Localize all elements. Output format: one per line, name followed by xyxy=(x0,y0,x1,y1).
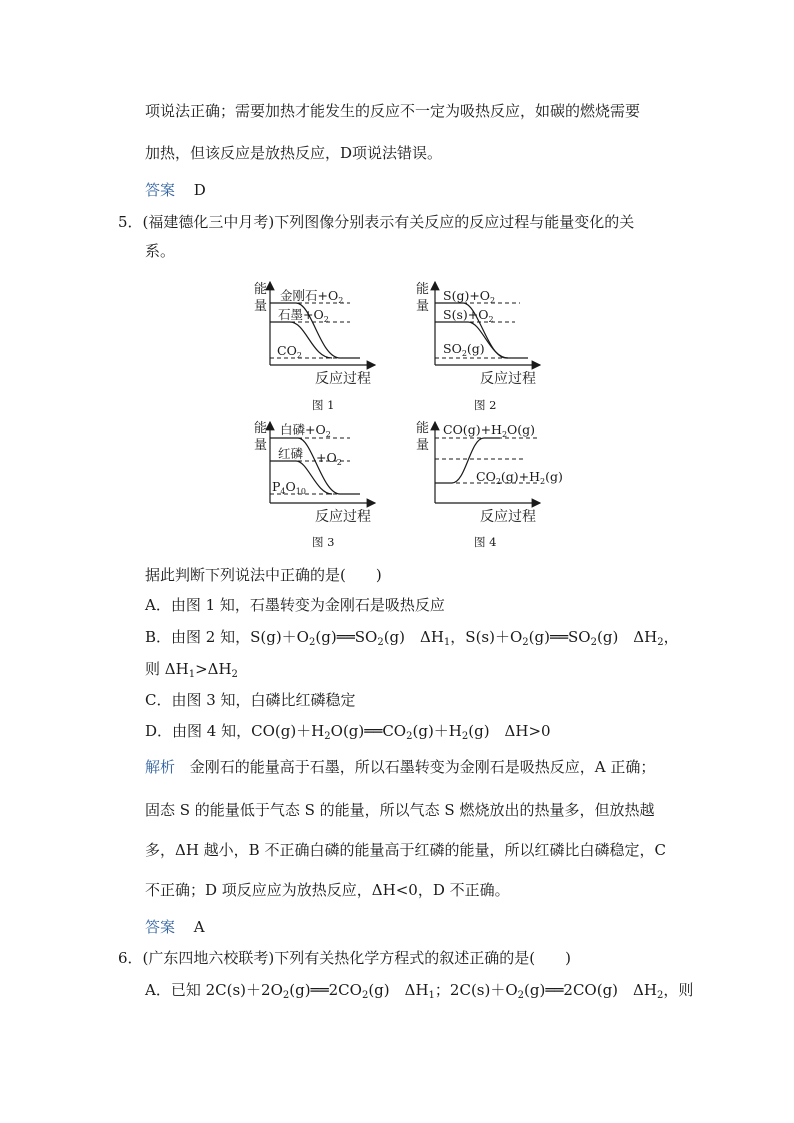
text-span: D．由图 4 知，CO(g)＋H xyxy=(145,722,325,740)
level-label: $S(s)+O_2$ xyxy=(443,307,494,324)
figure-1 xyxy=(254,281,375,412)
level-label: $CO(g)+H_2O(g)$ xyxy=(443,422,536,439)
subscript: 2 xyxy=(590,637,597,648)
level-label: $SO_2(g)$ xyxy=(443,341,485,358)
figure-caption: 图 2 xyxy=(474,398,497,412)
level-label: 金刚石$+O_2$ xyxy=(280,288,344,305)
text-span: ， xyxy=(663,628,679,646)
text-span: (g)══SO xyxy=(528,628,591,646)
option-a xyxy=(145,595,445,615)
subscript: 1 xyxy=(428,990,435,1001)
text-span: ，则 xyxy=(663,981,694,999)
axis-y-label: 量 xyxy=(416,299,430,314)
text-span: 项说法正确；需要加热才能发生的反应不一定为吸热反应，如碳的燃烧需要 xyxy=(145,102,641,120)
subscript: 2 xyxy=(361,990,369,1001)
subscript: 2 xyxy=(517,990,525,1001)
text-span: 固态 S 的能量低于气态 S 的能量，所以气态 S 燃烧放出的热量多，但放热越 xyxy=(145,801,655,819)
subscript: 2 xyxy=(656,990,664,1001)
text-span: (g) ΔH>0 xyxy=(468,722,551,740)
analysis-line-2 xyxy=(145,800,654,820)
subscript: 2 xyxy=(282,990,290,1001)
axis-y-label: 能 xyxy=(254,282,268,297)
axis-y-label: 量 xyxy=(254,299,268,314)
level-label: $CO_2(g)+H_2(g)$ xyxy=(476,469,563,486)
option-d xyxy=(145,721,551,747)
subscript: 2 xyxy=(522,637,529,648)
text-span: (g) ΔH xyxy=(368,981,429,999)
text-span: (g)══2CO(g) ΔH xyxy=(524,981,657,999)
level-label: $CO_2$ xyxy=(277,343,302,360)
subscript: 2 xyxy=(231,669,238,680)
question-source: (广东四地六校联考) xyxy=(142,949,275,967)
energy-diagrams xyxy=(0,0,794,560)
text-span: C．由图 3 知，白磷比红磷稳定 xyxy=(145,691,356,709)
analysis-line-3 xyxy=(145,840,666,860)
text-span: 金刚石的能量高于石墨，所以石墨转变为金刚石是吸热反应，A 正确； xyxy=(189,758,656,776)
axis-x-label: 反应过程 xyxy=(315,509,371,525)
text-span: (g) ΔH xyxy=(383,628,444,646)
text-span: A．由图 1 知，石墨转变为金刚石是吸热反应 xyxy=(145,596,445,614)
text-span: >ΔH xyxy=(195,660,232,678)
answer-label: 答案 xyxy=(145,181,176,199)
text-span: (g)＋H xyxy=(412,722,462,740)
level-label: $S(g)+O_2$ xyxy=(443,288,496,305)
subscript: 1 xyxy=(443,637,451,648)
axis-y-label: 能 xyxy=(416,282,430,297)
text-span: 据此判断下列说法中正确的是( ) xyxy=(145,566,382,584)
figure-caption: 图 4 xyxy=(474,535,497,549)
question-number: 5． xyxy=(118,213,143,231)
text-span: 多，ΔH 越小，B 不正确白磷的能量高于红磷的能量，所以红磷比白磷稳定，C xyxy=(145,841,666,859)
figure-2 xyxy=(416,281,540,412)
question-source: (福建德化三中月考) xyxy=(142,213,275,231)
answer-value: D xyxy=(193,181,206,199)
subscript: 2 xyxy=(324,731,331,742)
text-span: (g)══SO xyxy=(315,628,378,646)
analysis-label: 解析 xyxy=(145,758,176,776)
axis-x-label: 反应过程 xyxy=(315,371,371,387)
figure-4 xyxy=(416,420,563,549)
answer-value: A xyxy=(193,918,205,936)
analysis-line-1 xyxy=(145,757,655,777)
axis-y-label: 量 xyxy=(416,438,430,453)
option-b xyxy=(145,627,679,653)
level-label: 石墨$+O_2$ xyxy=(278,307,329,324)
level-label: $+O_2$ xyxy=(316,450,342,467)
figure-caption: 图 1 xyxy=(312,398,335,412)
text-span: (g)══2CO xyxy=(289,981,362,999)
text-span: O(g)══CO xyxy=(330,722,407,740)
axis-x-label: 反应过程 xyxy=(480,509,536,525)
axis-y-label: 量 xyxy=(254,438,268,453)
subscript: 1 xyxy=(188,669,196,680)
judge-line xyxy=(145,565,382,585)
text-span: B．由图 2 知，S(g)＋O xyxy=(145,628,309,646)
subscript: 2 xyxy=(377,637,384,648)
level-label: 红磷 xyxy=(278,446,304,461)
text-span: 系。 xyxy=(145,242,176,260)
question-number: 6． xyxy=(118,949,143,967)
question-text: 下列图像分别表示有关反应的反应过程与能量变化的关 xyxy=(274,213,635,231)
subscript: 2 xyxy=(308,637,316,648)
text-span: 不正确；D 项反应应为放热反应，ΔH<0，D 不正确。 xyxy=(145,881,510,899)
text-span: ；2C(s)＋O xyxy=(434,981,518,999)
level-label: 白磷$+O_2$ xyxy=(280,422,331,439)
question-text: 下列有关热化学方程式的叙述正确的是( ) xyxy=(274,949,571,967)
option-c xyxy=(145,690,356,710)
subscript: 2 xyxy=(657,637,664,648)
text-span: A．已知 2C(s)＋2O xyxy=(145,981,283,999)
level-label: $P_4O_{10}$ xyxy=(272,479,306,496)
text-span: (g) ΔH xyxy=(596,628,658,646)
figure-3 xyxy=(254,420,375,549)
subscript: 2 xyxy=(406,731,413,742)
subscript: 2 xyxy=(461,731,469,742)
answer-5 xyxy=(145,917,205,937)
question-6-option-a xyxy=(145,980,693,1006)
text-span: 加热，但该反应是放热反应，D项说法错误。 xyxy=(145,144,443,162)
option-b-cont xyxy=(145,659,238,685)
text-span: 则 ΔH xyxy=(145,660,189,678)
figure-caption: 图 3 xyxy=(312,535,335,549)
axis-y-label: 能 xyxy=(416,421,430,436)
axis-x-label: 反应过程 xyxy=(480,371,536,387)
axis-y-label: 能 xyxy=(254,421,268,436)
question-6 xyxy=(118,948,571,968)
answer-label: 答案 xyxy=(145,918,176,936)
analysis-line-4 xyxy=(145,880,510,900)
text-span: ，S(s)＋O xyxy=(450,628,523,646)
